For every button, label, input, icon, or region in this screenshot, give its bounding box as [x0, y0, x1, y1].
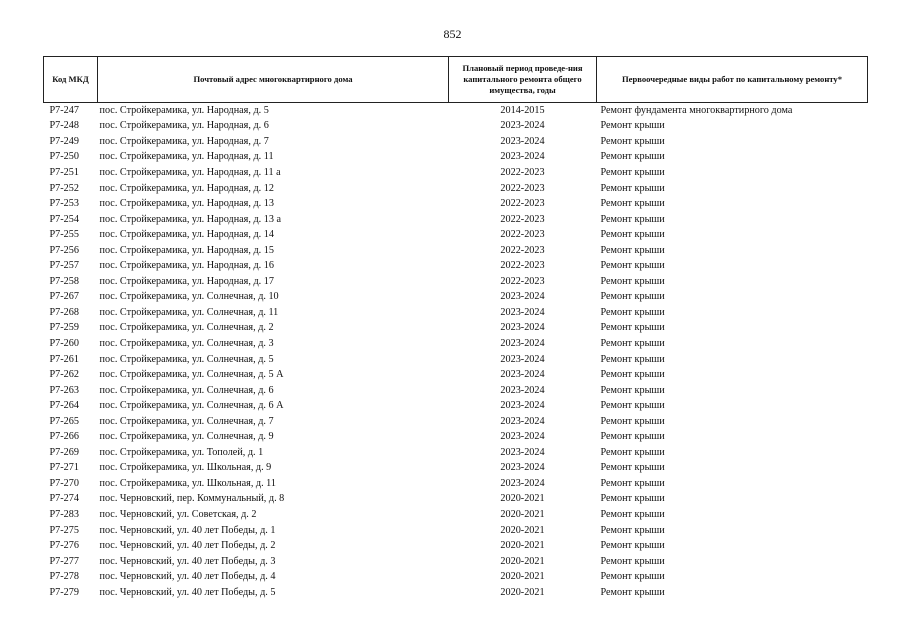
cell-period: 2023-2024 [500, 369, 545, 381]
cell-work: Ремонт фундамента многоквартирного дома [600, 105, 793, 117]
cell-address: пос. Стройкерамика, ул. Народная, д. 13 [99, 198, 274, 210]
cell-work: Ремонт крыши [600, 182, 665, 194]
header-work: Первоочередные виды работ по капитальному ремонту* [597, 57, 868, 103]
page-number: 852 [443, 27, 462, 41]
table-row [44, 445, 868, 461]
cell-work: Ремонт крыши [600, 166, 665, 178]
cell-work: Ремонт крыши [600, 431, 665, 443]
cell-period: 2023-2024 [500, 291, 545, 303]
cell-period: 2023-2024 [500, 477, 545, 489]
cell-period: 2022-2023 [500, 213, 545, 225]
cell-code: Р7-248 [49, 120, 79, 132]
table-row [44, 553, 868, 569]
cell-period: 2023-2024 [500, 306, 545, 318]
cell-code: Р7-256 [49, 244, 79, 256]
table-row [44, 258, 868, 274]
cell-code: Р7-277 [49, 555, 79, 567]
cell-work: Ремонт крыши [600, 540, 665, 552]
table-row [44, 507, 868, 523]
cell-work: Ремонт крыши [600, 462, 665, 474]
cell-code: Р7-283 [49, 508, 79, 520]
cell-work: Ремонт крыши [600, 400, 665, 412]
capital-repair-table [43, 56, 868, 600]
cell-code: Р7-255 [49, 229, 79, 241]
table-row [44, 351, 868, 367]
cell-period: 2020-2021 [500, 524, 545, 536]
table-row [44, 569, 868, 585]
cell-period: 2020-2021 [500, 571, 545, 583]
table-row [44, 367, 868, 383]
cell-address: пос. Стройкерамика, ул. Тополей, д. 1 [99, 446, 264, 458]
cell-address: пос. Стройкерамика, ул. Солнечная, д. 5 А [99, 369, 284, 381]
cell-address: пос. Стройкерамика, ул. Народная, д. 15 [99, 244, 274, 256]
table-row [44, 118, 868, 134]
cell-period: 2020-2021 [500, 540, 545, 552]
cell-period: 2023-2024 [500, 462, 545, 474]
cell-work: Ремонт крыши [600, 369, 665, 381]
cell-work: Ремонт крыши [600, 415, 665, 427]
cell-address: пос. Черновский, ул. 40 лет Победы, д. 3 [99, 555, 276, 567]
cell-address: пос. Стройкерамика, ул. Народная, д. 7 [99, 135, 269, 147]
cell-work: Ремонт крыши [600, 493, 665, 505]
cell-address: пос. Стройкерамика, ул. Народная, д. 12 [99, 182, 274, 194]
cell-code: Р7-270 [49, 477, 79, 489]
cell-work: Ремонт крыши [600, 198, 665, 210]
cell-code: Р7-259 [49, 322, 79, 334]
cell-address: пос. Стройкерамика, ул. Солнечная, д. 11 [99, 306, 279, 318]
table-row [44, 413, 868, 429]
cell-work: Ремонт крыши [600, 524, 665, 536]
cell-code: Р7-266 [49, 431, 79, 443]
cell-period: 2023-2024 [500, 120, 545, 132]
table-row [44, 398, 868, 414]
cell-code: Р7-250 [49, 151, 79, 163]
cell-period: 2023-2024 [500, 322, 545, 334]
cell-period: 2023-2024 [500, 353, 545, 365]
cell-address: пос. Стройкерамика, ул. Солнечная, д. 10 [99, 291, 279, 303]
cell-period: 2014-2015 [500, 105, 545, 117]
cell-address: пос. Стройкерамика, ул. Народная, д. 13 а [99, 213, 281, 225]
table-row [44, 429, 868, 445]
cell-address: пос. Черновский, пер. Коммунальный, д. 8 [99, 493, 285, 505]
cell-work: Ремонт крыши [600, 229, 665, 241]
cell-address: пос. Стройкерамика, ул. Солнечная, д. 7 [99, 415, 274, 427]
table-row [44, 149, 868, 165]
cell-work: Ремонт крыши [600, 477, 665, 489]
cell-code: Р7-276 [49, 540, 79, 552]
cell-period: 2020-2021 [500, 493, 545, 505]
header-period: Плановый период проведе-ния капитального ремонта общего имущества, годы [449, 57, 597, 103]
cell-address: пос. Черновский, ул. 40 лет Победы, д. 2 [99, 540, 276, 552]
table-row [44, 242, 868, 258]
cell-code: Р7-252 [49, 182, 79, 194]
cell-work: Ремонт крыши [600, 586, 665, 598]
table-row [44, 320, 868, 336]
cell-work: Ремонт крыши [600, 213, 665, 225]
cell-period: 2022-2023 [500, 182, 545, 194]
cell-address: пос. Стройкерамика, ул. Солнечная, д. 3 [99, 337, 274, 349]
cell-address: пос. Черновский, ул. 40 лет Победы, д. 1 [99, 524, 276, 536]
cell-code: Р7-263 [49, 384, 79, 396]
cell-code: Р7-264 [49, 400, 79, 412]
cell-code: Р7-247 [49, 105, 79, 117]
cell-period: 2023-2024 [500, 384, 545, 396]
cell-code: Р7-265 [49, 415, 79, 427]
cell-address: пос. Стройкерамика, ул. Народная, д. 14 [99, 229, 274, 241]
cell-period: 2020-2021 [500, 555, 545, 567]
header-address: Почтовый адрес многоквартирного дома [98, 57, 449, 103]
cell-work: Ремонт крыши [600, 508, 665, 520]
cell-address: пос. Черновский, ул. 40 лет Победы, д. 4 [99, 571, 276, 583]
table-row [44, 491, 868, 507]
cell-period: 2022-2023 [500, 166, 545, 178]
cell-address: пос. Стройкерамика, ул. Школьная, д. 11 [99, 477, 276, 489]
cell-address: пос. Черновский, ул. Советская, д. 2 [99, 508, 257, 520]
table-row [44, 538, 868, 554]
cell-period: 2022-2023 [500, 275, 545, 287]
cell-period: 2023-2024 [500, 135, 545, 147]
cell-work: Ремонт крыши [600, 291, 665, 303]
cell-code: Р7-275 [49, 524, 79, 536]
table-row [44, 134, 868, 150]
table-header [44, 57, 868, 103]
cell-code: Р7-260 [49, 337, 79, 349]
cell-address: пос. Стройкерамика, ул. Школьная, д. 9 [99, 462, 272, 474]
cell-period: 2023-2024 [500, 415, 545, 427]
cell-period: 2022-2023 [500, 198, 545, 210]
cell-period: 2022-2023 [500, 229, 545, 241]
table-row [44, 180, 868, 196]
cell-work: Ремонт крыши [600, 151, 665, 163]
cell-address: пос. Стройкерамика, ул. Солнечная, д. 6 А [99, 400, 284, 412]
cell-work: Ремонт крыши [600, 135, 665, 147]
cell-period: 2020-2021 [500, 586, 545, 598]
cell-period: 2022-2023 [500, 260, 545, 272]
cell-code: Р7-268 [49, 306, 79, 318]
cell-code: Р7-254 [49, 213, 79, 225]
cell-work: Ремонт крыши [600, 571, 665, 583]
table-row [44, 274, 868, 290]
table-row [44, 289, 868, 305]
cell-period: 2023-2024 [500, 446, 545, 458]
cell-code: Р7-253 [49, 198, 79, 210]
cell-code: Р7-261 [49, 353, 79, 365]
table-row [44, 336, 868, 352]
cell-period: 2023-2024 [500, 337, 545, 349]
cell-period: 2023-2024 [500, 151, 545, 163]
table-row [44, 211, 868, 227]
table-body [44, 103, 868, 601]
cell-code: Р7-271 [49, 462, 79, 474]
cell-work: Ремонт крыши [600, 244, 665, 256]
cell-work: Ремонт крыши [600, 275, 665, 287]
cell-address: пос. Стройкерамика, ул. Народная, д. 6 [99, 120, 269, 132]
table-row [44, 227, 868, 243]
cell-address: пос. Черновский, ул. 40 лет Победы, д. 5 [99, 586, 276, 598]
cell-code: Р7-278 [49, 571, 79, 583]
table-row [44, 476, 868, 492]
cell-code: Р7-258 [49, 275, 79, 287]
cell-work: Ремонт крыши [600, 337, 665, 349]
table-row [44, 460, 868, 476]
cell-work: Ремонт крыши [600, 260, 665, 272]
table-row [44, 103, 868, 119]
cell-work: Ремонт крыши [600, 306, 665, 318]
table-row [44, 305, 868, 321]
cell-work: Ремонт крыши [600, 384, 665, 396]
cell-code: Р7-249 [49, 135, 79, 147]
cell-address: пос. Стройкерамика, ул. Народная, д. 11 [99, 151, 274, 163]
cell-work: Ремонт крыши [600, 446, 665, 458]
cell-address: пос. Стройкерамика, ул. Солнечная, д. 2 [99, 322, 274, 334]
table-row [44, 522, 868, 538]
cell-address: пос. Стройкерамика, ул. Солнечная, д. 5 [99, 353, 274, 365]
cell-work: Ремонт крыши [600, 555, 665, 567]
cell-code: Р7-262 [49, 369, 79, 381]
cell-address: пос. Стройкерамика, ул. Народная, д. 11 а [99, 166, 281, 178]
header-row [44, 57, 868, 103]
cell-code: Р7-274 [49, 493, 79, 505]
cell-address: пос. Стройкерамика, ул. Солнечная, д. 6 [99, 384, 274, 396]
cell-work: Ремонт крыши [600, 120, 665, 132]
cell-period: 2020-2021 [500, 508, 545, 520]
table-row [44, 382, 868, 398]
cell-code: Р7-267 [49, 291, 79, 303]
cell-period: 2023-2024 [500, 400, 545, 412]
cell-code: Р7-251 [49, 166, 79, 178]
table-row [44, 165, 868, 181]
cell-address: пос. Стройкерамика, ул. Солнечная, д. 9 [99, 431, 274, 443]
cell-code: Р7-269 [49, 446, 79, 458]
cell-address: пос. Стройкерамика, ул. Народная, д. 17 [99, 275, 274, 287]
cell-work: Ремонт крыши [600, 353, 665, 365]
cell-work: Ремонт крыши [600, 322, 665, 334]
table-row [44, 196, 868, 212]
table-row [44, 584, 868, 600]
cell-address: пос. Стройкерамика, ул. Народная, д. 5 [99, 105, 269, 117]
cell-period: 2023-2024 [500, 431, 545, 443]
cell-code: Р7-257 [49, 260, 79, 272]
cell-address: пос. Стройкерамика, ул. Народная, д. 16 [99, 260, 274, 272]
header-code: Код МКД [44, 57, 98, 103]
cell-period: 2022-2023 [500, 244, 545, 256]
cell-code: Р7-279 [49, 586, 79, 598]
